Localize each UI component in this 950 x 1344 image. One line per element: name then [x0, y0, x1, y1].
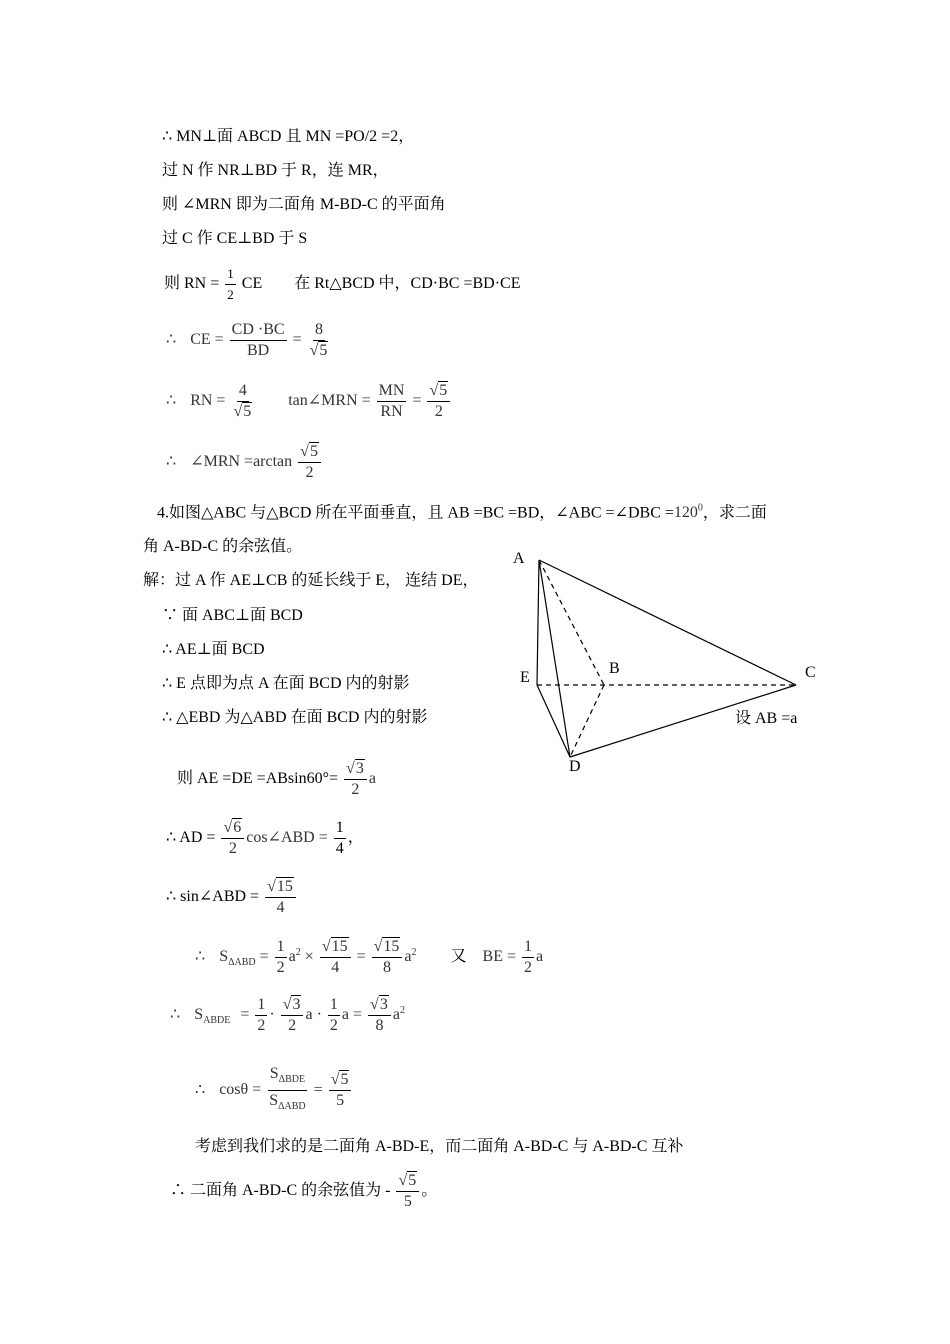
line-ad-cos: ∴ AD = $\frac{√6}{2}$ cos∠ABD = $\frac{1}{4}$ ， — [166, 819, 364, 857]
fraction-sqrt3-over-8: $\frac{√3}{8}$ — [368, 995, 391, 1036]
line-area-bde: ∴ $S_{ABDE}$ = $\frac{1}{2}$ · $\frac{√3}{2}$ a · $\frac{1}{2}$ a = $\frac{√3}{8}$ $a^2$ — [170, 996, 405, 1034]
rt-bcd-text: 在 Rt△BCD 中，CD·BC =BD·CE — [294, 275, 521, 293]
fraction-one-half: $\frac{1}{2}$ — [329, 996, 338, 1034]
step-projection-ebd: ∴ △EBD 为△ABD 在面 BCD 内的射影 — [162, 709, 428, 726]
line-rn-tan: ∴ RN = $\frac{4}{√5}$ tan∠MRN = $\frac{MN}{RN}$ = $\frac{√5}{2}$ — [166, 381, 452, 422]
ce-text: CE — [241, 275, 263, 293]
vertex-label-e: E — [520, 669, 530, 686]
fraction-cd-bc-over-bd: $\frac{CD \cdot BC}{BD}$ — [231, 321, 285, 359]
fraction-one-half: $\frac{1}{2}$ — [524, 938, 532, 976]
fraction-one-half: $\frac{1}{2}$ — [227, 266, 234, 302]
tetrahedron-figure — [505, 545, 835, 777]
fraction-area-ratio: $\frac{S_{\Delta BDE}}{S_{\Delta ABD}}$ — [269, 1065, 306, 1113]
fraction-sqrt5-over-5: $\frac{√5}{5}$ — [396, 1171, 419, 1212]
line-rn-half-ce — [164, 264, 520, 305]
line-ae-de: 则 AE =DE =ABsin60°= $\frac{√3}{2}$ a — [177, 760, 376, 798]
line-area-abd: ∴ $S_{\Delta ABD}$ = $\frac{1}{2}$ $a^2$ × $\frac{√15}{4}$ = $\frac{√15}{8}$ $a^2$ 又 BE = $\frac{1}{2}$ a — [195, 938, 544, 976]
fraction-sqrt3-over-2: $\frac{√3}{2}$ — [344, 759, 367, 800]
vertex-label-a: A — [513, 550, 525, 567]
line-nr-perp: 过 N 作 NR⊥BD 于 R，连 MR， — [162, 162, 389, 179]
angle-value: $120^0$ — [673, 503, 703, 522]
fraction-sqrt15-over-8: $\frac{√15}{8}$ — [372, 937, 403, 978]
line-final-answer: ∴ 二面角 A-BD-C 的余弦值为 - $\frac{√5}{5}$ 。 — [170, 1172, 438, 1210]
line-mn-perp: ∴ MN⊥面 ABCD 且 MN =PO/2 =2， — [162, 128, 415, 145]
fraction-4-over-sqrt5: $\frac{4}{√5}$ — [233, 382, 252, 420]
fraction-8-over-sqrt5: $\frac{8}{√5}$ — [309, 321, 328, 359]
fraction-sqrt5-over-5: $\frac{√5}{5}$ — [329, 1070, 352, 1111]
line-sin-abd: ∴ sin∠ABD = $\frac{√15}{4}$ — [166, 877, 298, 918]
step-projection-e: ∴ E 点即为点 A 在面 BCD 内的射影 — [162, 675, 410, 692]
vertex-label-c: C — [805, 664, 816, 681]
rn-lhs: 则 RN = — [164, 275, 220, 293]
line-ce-value: ∴ CE = $\frac{CD \cdot BC}{BD}$ = $\frac{8}{√5}$ — [166, 320, 332, 361]
solution-intro: 解：过 A 作 AE⊥CB 的延长线于 E， 连结 DE， — [143, 572, 479, 589]
sqrt-5: √5 — [309, 342, 328, 359]
fraction-sqrt15-over-4: $\frac{√15}{4}$ — [320, 937, 351, 978]
fraction-mn-over-rn: $\frac{MN}{RN}$ — [378, 382, 405, 420]
fraction-sqrt5-over-2: $\frac{√5}{2}$ — [427, 381, 450, 422]
step-ae-perp: ∴ AE⊥面 BCD — [162, 641, 265, 658]
line-cos-theta: ∴ cosθ = $\frac{S_{\Delta BDE}}{S_{\Delta ABD}}$ = $\frac{√5}{5}$ — [195, 1064, 353, 1117]
line-plane-angle: 则 ∠MRN 即为二面角 M-BD-C 的平面角 — [162, 196, 446, 213]
vertex-label-b: B — [609, 660, 620, 677]
figure-note: 设 AB =a — [735, 710, 798, 727]
line-ce-perp: 过 C 作 CE⊥BD 于 S — [162, 230, 308, 247]
fraction-sqrt3-over-2: $\frac{√3}{2}$ — [281, 995, 304, 1036]
fraction-sqrt5-over-2: $\frac{√5}{2}$ — [298, 442, 321, 483]
fraction-one-half: $\frac{1}{2}$ — [257, 996, 266, 1034]
problem-4-line2: 角 A-BD-C 的余弦值。 — [143, 538, 303, 555]
problem-4-line1: 4.如图△ABC 与△BCD 所在平面垂直，且 AB =BC =BD，∠ABC =∠DBC $=120^0$，求二面 — [157, 503, 767, 522]
step-plane-perp: ∵ 面 ABC⊥面 BCD — [162, 607, 303, 624]
line-arctan: ∴ ∠MRN =arctan $\frac{√5}{2}$ — [166, 442, 323, 483]
fraction-sqrt6-over-2: $\frac{√6}{2}$ — [221, 818, 244, 859]
fraction-sqrt15-over-4: $\frac{√15}{4}$ — [265, 877, 296, 918]
fraction-1-over-4: $\frac{1}{4}$ — [335, 819, 344, 857]
fraction-one-half: $\frac{1}{2}$ — [276, 938, 285, 976]
vertex-label-d: D — [569, 758, 581, 775]
line-supplementary: 考虑到我们求的是二面角 A-BD-E，而二面角 A-BD-C 与 A-BD-C 互补 — [195, 1138, 684, 1155]
